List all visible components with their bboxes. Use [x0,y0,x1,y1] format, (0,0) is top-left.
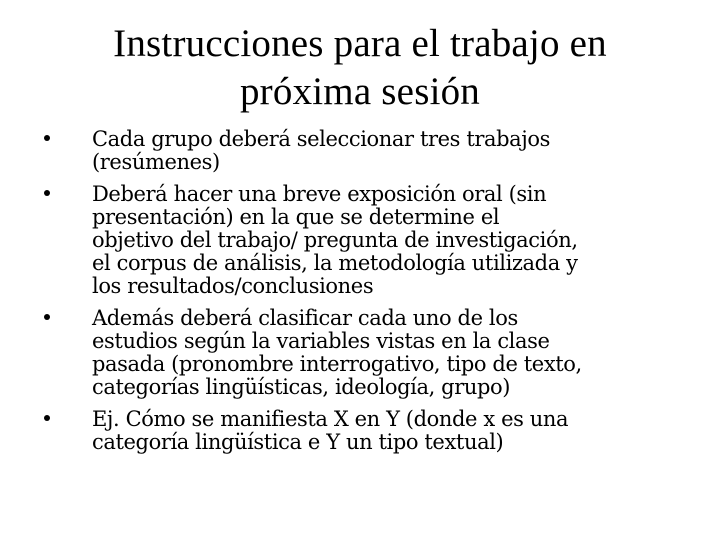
bullet-line: los resultados/conclusiones [92,274,374,298]
bullet-text [92,128,692,174]
bullet-line: Cada grupo deberá seleccionar tres trabajos [92,127,551,151]
bullet-line: (resúmenes) [92,150,220,174]
bullet-text [92,408,692,454]
bullet-dot-icon [44,135,50,141]
bullet-dot-icon [44,190,50,196]
bullet-item [0,307,720,399]
slide-title-line: próxima sesión [239,70,481,113]
bullet-line: Además deberá clasificar cada uno de los [92,306,518,330]
bullet-line: Ej. Cómo se manifiesta X en Y (donde x es una [92,407,569,431]
slide-title-line: Instrucciones para el trabajo en [113,22,607,65]
bullet-line: el corpus de análisis, la metodología utilizada y [92,251,578,275]
bullet-line: pasada (pronombre interrogativo, tipo de texto, [92,352,582,376]
bullet-text [92,183,692,298]
bullet-line: estudios según la variables vistas en la clase [92,329,550,353]
bullet-line: Deberá hacer una breve exposición oral (sin [92,182,547,206]
bullet-line: categoría lingüística e Y un tipo textual) [92,430,504,454]
bullet-dot-icon [44,415,50,421]
bullet-list [0,128,720,463]
bullet-line: objetivo del trabajo/ pregunta de investigación, [92,228,578,252]
bullet-item [0,408,720,454]
bullet-line: presentación) en la que se determine el [92,205,500,229]
bullet-item [0,183,720,298]
bullet-line: categorías lingüísticas, ideología, grupo) [92,375,511,399]
bullet-item [0,128,720,174]
bullet-dot-icon [44,314,50,320]
bullet-text [92,307,692,399]
slide-title [60,20,660,116]
